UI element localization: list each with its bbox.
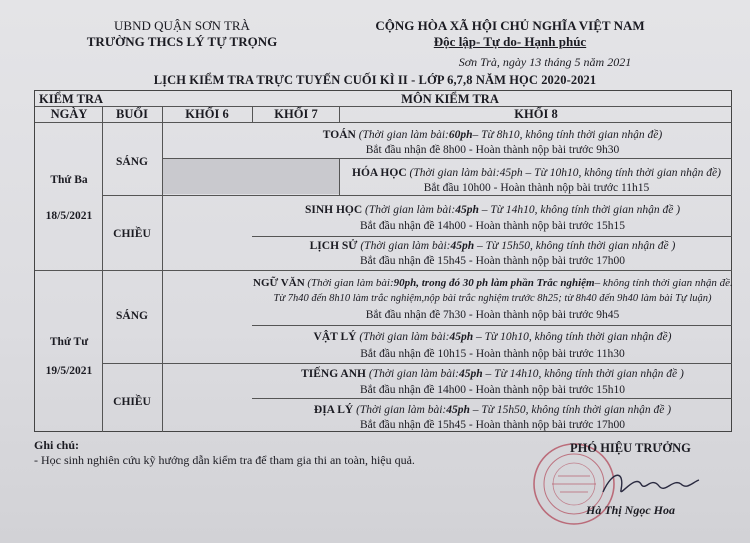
- exam-chemistry: HÓA HỌC (Thời gian làm bài:45ph – Từ 10h10, không tính thời gian nhận đề): [352, 167, 721, 179]
- header-buoi: BUỔI: [116, 107, 148, 121]
- session-morning-1: SÁNG: [116, 156, 148, 168]
- session-morning-2: SÁNG: [116, 310, 148, 322]
- exam-literature-detail: Từ 7h40 đến 8h10 làm trắc nghiệm,nộp bài trắc nghiệm trước 8h25; từ 8h40 đến 9h40 làm bài Tự luận): [273, 293, 712, 304]
- school-header: [62, 18, 302, 50]
- exam-history: LỊCH SỬ (Thời gian làm bài:45ph – Từ 15h50, không tính thời gian nhận đề ): [309, 240, 676, 252]
- exam-literature-schedule: Bắt đầu nhận đề 7h30 - Hoàn thành nộp bài trước 9h45: [365, 309, 620, 321]
- header-khoi-8: KHỐI 8: [514, 107, 558, 121]
- date-wednesday: 19/5/2021: [45, 365, 93, 377]
- exam-english-schedule: Bắt đầu nhận đề 14h00 - Hoàn thành nộp bài trước 15h10: [360, 384, 625, 396]
- header-kiem-tra: KIỂM TRA: [39, 92, 104, 106]
- exam-schedule-table: [34, 90, 732, 432]
- exam-english: TIẾNG ANH (Thời gian làm bài:45ph – Từ 14h10, không tính thời gian nhận đề ): [301, 368, 684, 380]
- session-afternoon-1: CHIỀU: [113, 228, 151, 240]
- exam-geography: ĐỊA LÝ (Thời gian làm bài:45ph – Từ 15h50, không tính thời gian nhận đề ): [313, 404, 672, 416]
- signer-name: Hà Thị Ngọc Hoa: [586, 503, 675, 517]
- signature-title: PHÓ HIỆU TRƯỞNG: [570, 441, 691, 455]
- day-tuesday: Thứ Ba: [50, 174, 88, 186]
- exam-history-schedule: Bắt đầu nhận đề 15h45 - Hoàn thành nộp bài trước 17h00: [360, 255, 625, 267]
- notes-line: - Học sinh nghiên cứu kỹ hướng dẫn kiểm tra để tham gia thi an toàn, hiệu quả.: [34, 453, 415, 467]
- exam-literature: NGỮ VĂN (Thời gian làm bài:90ph, trong đó 30 ph làm phần Trắc nghiệm– không tính thời gian nhận đề.: [253, 277, 733, 289]
- exam-biology-schedule: Bắt đầu nhận đề 14h00 - Hoàn thành nộp bài trước 15h15: [360, 220, 625, 232]
- notes-label: Ghi chú:: [34, 438, 80, 452]
- document-date: Sơn Trà, ngày 13 tháng 5 năm 2021: [458, 55, 632, 69]
- exam-physics-schedule: Bắt đầu nhận đề 10h15 - Hoàn thành nộp bài trước 11h30: [360, 348, 625, 360]
- day-wednesday: Thứ Tư: [49, 336, 89, 348]
- national-title: CỘNG HÒA XÃ HỘI CHỦ NGHĨA VIỆT NAM: [375, 18, 645, 33]
- session-afternoon-2: CHIỀU: [113, 396, 151, 408]
- header-mon-kiem-tra: MÔN KIỂM TRA: [401, 92, 499, 106]
- document-title: LỊCH KIỂM TRA TRỰC TUYẾN CUỐI KÌ II - LỚP 6,7,8 NĂM HỌC 2020-2021: [153, 73, 597, 87]
- notes-section: [34, 438, 415, 468]
- header-khoi-6: KHỐI 6: [185, 107, 229, 121]
- empty-cell-shading: [162, 159, 339, 194]
- exam-math: TOÁN (Thời gian làm bài:60ph– Từ 8h10, không tính thời gian nhận đề): [322, 129, 663, 141]
- exam-chemistry-schedule: Bắt đầu 10h00 - Hoàn thành nộp bài trước 11h15: [423, 182, 650, 194]
- national-motto: Độc lập- Tự do- Hạnh phúc: [433, 34, 587, 49]
- district-name: UBND QUẬN SƠN TRÀ: [114, 18, 250, 33]
- national-header: [345, 18, 675, 50]
- exam-geography-schedule: Bắt đầu nhận đề 15h45 - Hoàn thành nộp bài trước 17h00: [360, 419, 625, 431]
- signature-icon: [595, 464, 705, 504]
- exam-math-schedule: Bắt đầu nhận đề 8h00 - Hoàn thành nộp bài trước 9h30: [365, 144, 620, 156]
- exam-biology: SINH HỌC (Thời gian làm bài:45ph – Từ 14h10, không tính thời gian nhận đề ): [304, 204, 681, 216]
- header-ngay: NGÀY: [50, 107, 88, 121]
- header-khoi-7: KHỐI 7: [274, 107, 318, 121]
- exam-physics: VẬT LÝ (Thời gian làm bài:45ph – Từ 10h10, không tính thời gian nhận đề): [313, 331, 672, 343]
- school-name: TRƯỜNG THCS LÝ TỰ TRỌNG: [86, 34, 278, 49]
- date-tuesday: 18/5/2021: [45, 210, 93, 222]
